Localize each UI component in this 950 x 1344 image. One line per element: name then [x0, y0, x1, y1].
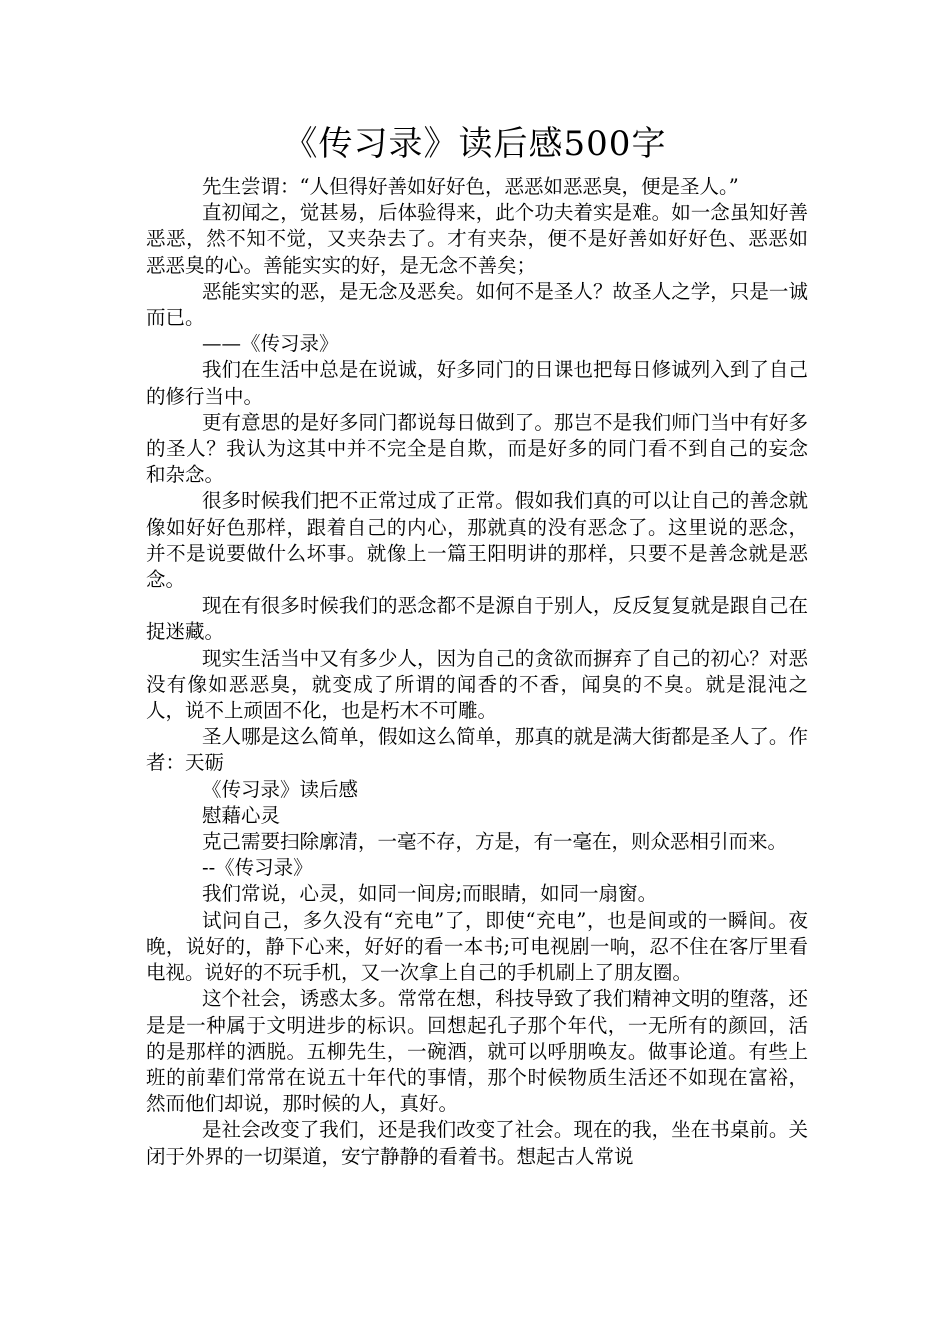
document-body	[146, 174, 808, 1170]
paragraph: 恶能实实的恶，是无念及恶矣。如何不是圣人？故圣人之学，只是一诚而已。	[146, 279, 808, 330]
paragraph: 我们常说，心灵，如同一间房;而眼睛，如同一扇窗。	[202, 882, 658, 906]
paragraph: 圣人哪是这么简单，假如这么简单，那真的就是满大街都是圣人了。作者：天砺	[146, 725, 808, 775]
paragraph: 是社会改变了我们，还是我们改变了社会。现在的我，坐在书桌前。关闭于外界的一切渠道，安宁静静的看着书。想起古人常说	[146, 1118, 808, 1168]
section-subheading: 慰藉心灵	[202, 803, 281, 827]
paragraph: 这个社会，诱惑太多。常常在想，科技导致了我们精神文明的堕落，还是是一种属于文明进步的标识。回想起孔子那个年代，一无所有的颜回，活的是那样的洒脱。五柳先生，一碗酒，就可以呼朋唤友。做事论道。有些上班的前辈们常常在说五十年代的事情，那个时候物质生活还不如现在富裕，然而他们却说，那时候的人，真好。	[146, 987, 808, 1116]
document-title: 《传习录》读后感500字	[283, 124, 667, 164]
quote-source: --《传习录》	[202, 856, 313, 880]
paragraph: 先生尝谓：“人但得好善如好好色，恶恶如恶恶臭，便是圣人。”	[202, 175, 739, 198]
paragraph: 我们在生活中总是在说诚，好多同门的日课也把每日修诚列入到了自己的修行当中。	[146, 358, 808, 408]
paragraph: 试问自己，多久没有“充电”了，即使“充电”，也是间或的一瞬间。夜晚，说好的，静下心来，好好的看一本书;可电视剧一响，忍不住在客厅里看电视。说好的不玩手机，又一次拿上自己的手机刷上了朋友圈。	[146, 908, 808, 985]
paragraph: 现在有很多时候我们的恶念都不是源自于别人，反反复复就是跟自己在捉迷藏。	[146, 594, 808, 644]
section-heading: 《传习录》读后感	[202, 777, 359, 801]
paragraph: 直初闻之，觉甚易，后体验得来，此个功夫着实是难。如一念虽知好善恶恶，然不知不觉，又夹杂去了。才有夹杂，便不是好善如好好色、恶恶如恶恶臭的心。善能实实的好，是无念不善矣；	[146, 201, 808, 277]
paragraph: 很多时候我们把不正常过成了正常。假如我们真的可以让自己的善念就像如好好色那样，跟着自己的内心，那就真的没有恶念了。这里说的恶念，并不是说要做什么坏事。就像上一篇王阳明讲的那样，只要不是善念就是恶念。	[146, 489, 808, 592]
paragraph: 克己需要扫除廓清，一毫不存，方是，有一毫在，则众恶相引而来。	[202, 830, 788, 854]
quote-source: ——《传习录》	[202, 332, 339, 356]
paragraph: 现实生活当中又有多少人，因为自己的贪欲而摒弃了自己的初心？对恶没有像如恶恶臭，就变成了所谓的闻香的不香，闻臭的不臭。就是混沌之人，说不上顽固不化，也是朽木不可雕。	[146, 646, 808, 723]
paragraph: 更有意思的是好多同门都说每日做到了。那岂不是我们师门当中有好多的圣人？我认为这其中并不完全是自欺，而是好多的同门看不到自己的妄念和杂念。	[146, 410, 808, 487]
